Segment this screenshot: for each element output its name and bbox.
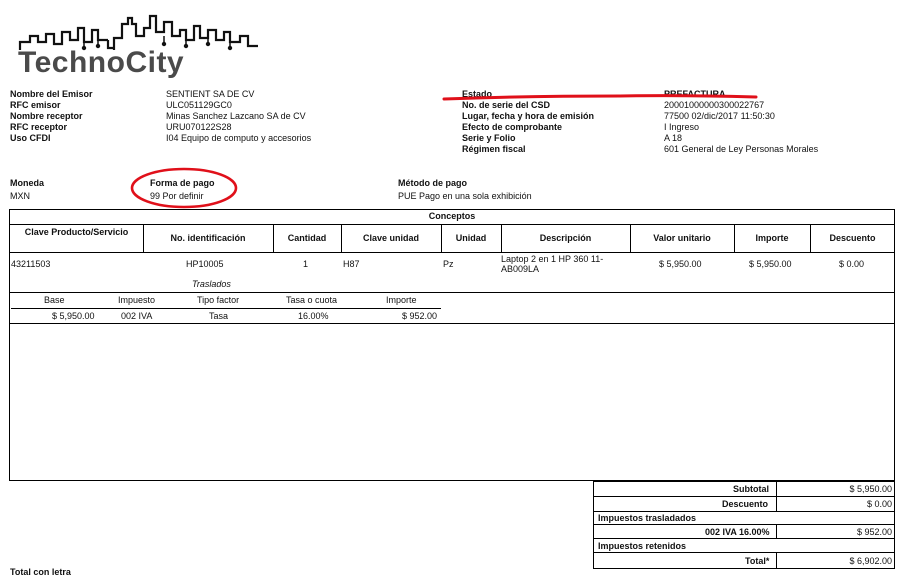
traslado-header-impuesto: Impuesto <box>118 295 156 305</box>
value-no-serie-csd: 20001000000300022767 <box>664 100 765 110</box>
cell-importe: $ 5,950.00 <box>749 259 792 269</box>
header-importe: Importe <box>755 233 789 243</box>
iva-label: 002 IVA 16.00% <box>705 527 770 537</box>
label-rfc-receptor: RFC receptor <box>10 122 68 132</box>
cell-descripcion-line2: AB009LA <box>501 264 540 274</box>
subtotal-value: $ 5,950.00 <box>849 484 892 494</box>
value-regimen-fiscal: 601 General de Ley Personas Morales <box>664 144 819 154</box>
conceptos-table <box>9 209 895 481</box>
traslado-header-tasa: Tasa o cuota <box>286 295 338 305</box>
value-uso-cfdi: I04 Equipo de computo y accesorios <box>166 133 312 143</box>
cell-identificacion: HP10005 <box>186 259 224 269</box>
cell-unidad: Pz <box>443 259 454 269</box>
cell-clave-unidad: H87 <box>343 259 360 269</box>
label-serie-folio: Serie y Folio <box>462 133 516 143</box>
total-con-letra-label: Total con letra <box>10 567 71 577</box>
header-descuento: Descuento <box>829 233 876 243</box>
value-metodo-pago: PUE Pago en una sola exhibición <box>398 191 532 201</box>
value-moneda: MXN <box>10 191 30 201</box>
label-moneda: Moneda <box>10 178 45 188</box>
cell-clave: 43211503 <box>11 259 51 269</box>
impuestos-trasladados-label: Impuestos trasladados <box>598 513 697 523</box>
traslado-base: $ 5,950.00 <box>52 311 95 321</box>
conceptos-title: Conceptos <box>428 211 476 221</box>
traslado-header-importe: Importe <box>386 295 417 305</box>
header-clave-unidad: Clave unidad <box>362 233 419 243</box>
iva-value: $ 952.00 <box>856 527 892 537</box>
label-estado: Estado <box>462 89 493 99</box>
cell-descuento: $ 0.00 <box>839 259 865 269</box>
total-value: $ 6,902.00 <box>849 556 892 566</box>
red-circle-annotation <box>128 166 240 212</box>
value-estado: PREFACTURA <box>664 89 726 99</box>
value-forma-pago: 99 Por definir <box>150 191 204 201</box>
descuento-value: $ 0.00 <box>866 499 892 509</box>
traslado-header-tipo-factor: Tipo factor <box>197 295 240 305</box>
traslado-impuesto: 002 IVA <box>121 311 153 321</box>
cell-descripcion-line1: Laptop 2 en 1 HP 360 11- <box>501 254 604 264</box>
label-no-serie-csd: No. de serie del CSD <box>462 100 551 110</box>
value-nombre-receptor: Minas Sanchez Lazcano SA de CV <box>166 111 306 121</box>
traslado-importe: $ 952.00 <box>402 311 438 321</box>
subtotal-label: Subtotal <box>733 484 769 494</box>
header-unidad: Unidad <box>455 233 487 243</box>
value-nombre-emisor: SENTIENT SA DE CV <box>166 89 255 99</box>
traslado-tipo-factor: Tasa <box>209 311 229 321</box>
label-nombre-emisor: Nombre del Emisor <box>10 89 93 99</box>
logo-wordmark: TechnoCity <box>18 46 185 79</box>
label-forma-pago: Forma de pago <box>150 178 215 188</box>
header-descripcion: Descripción <box>539 233 592 243</box>
red-underline-annotation <box>440 92 760 106</box>
header-cantidad: Cantidad <box>287 233 327 243</box>
cell-valor-unitario: $ 5,950.00 <box>659 259 702 269</box>
label-efecto: Efecto de comprobante <box>462 122 563 132</box>
value-rfc-receptor: URU070122S28 <box>166 122 232 132</box>
label-metodo-pago: Método de pago <box>398 178 467 188</box>
header-no-identificacion: No. identificación <box>170 233 246 243</box>
traslado-tasa: 16.00% <box>298 311 329 321</box>
header-valor-unitario: Valor unitario <box>653 233 711 243</box>
value-rfc-emisor: ULC051129GC0 <box>166 100 232 110</box>
value-efecto: I Ingreso <box>664 122 700 132</box>
cell-cantidad: 1 <box>303 259 309 269</box>
label-rfc-emisor: RFC emisor <box>10 100 61 110</box>
impuestos-retenidos-label: Impuestos retenidos <box>598 541 687 551</box>
label-regimen-fiscal: Régimen fiscal <box>462 144 526 154</box>
label-nombre-receptor: Nombre receptor <box>10 111 83 121</box>
traslado-header-base: Base <box>44 295 65 305</box>
total-label: Total* <box>745 556 770 566</box>
value-lugar-fecha: 77500 02/dic/2017 11:50:30 <box>664 111 775 121</box>
label-uso-cfdi: Uso CFDI <box>10 133 51 143</box>
traslados-label: Traslados <box>192 279 231 289</box>
label-lugar-fecha: Lugar, fecha y hora de emisión <box>462 111 595 121</box>
value-serie-folio: A 18 <box>664 133 683 143</box>
header-clave-producto: Clave Producto/Servicio <box>24 227 129 237</box>
descuento-label: Descuento <box>722 499 769 509</box>
